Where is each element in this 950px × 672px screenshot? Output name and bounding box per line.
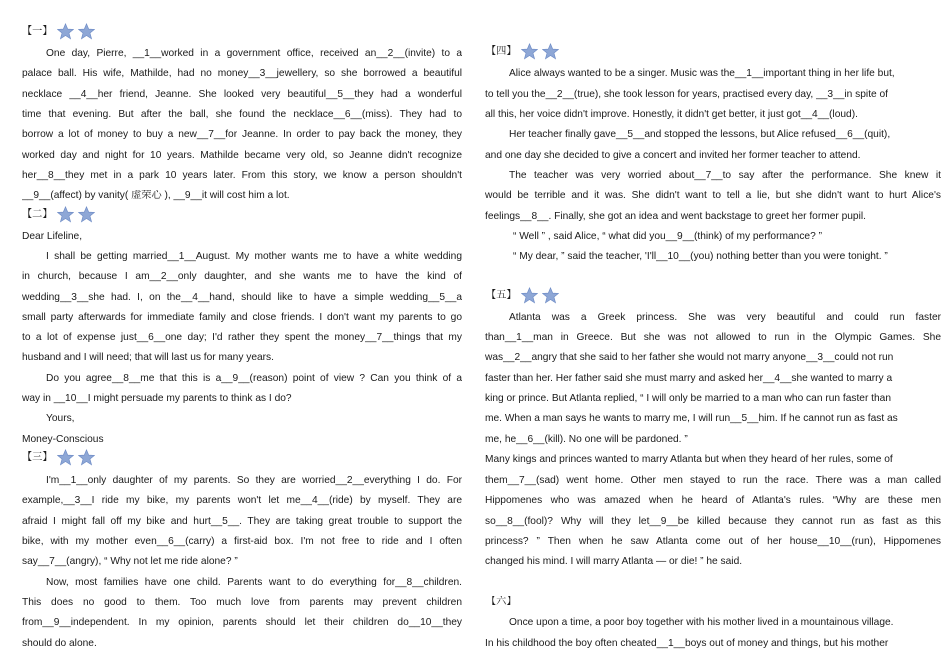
s5-line-4: faster than her. Her father said she must marry and asked her__4__she wanted to marry a bbox=[485, 373, 893, 384]
s1-line-3: necklace __4__her friend, Jeanne. She looked very beautiful__5__they had a wonderful bbox=[22, 89, 462, 100]
s2-line-1: I shall be getting married__1__August. My mother wants me to have a white wedding bbox=[46, 251, 462, 262]
star-icon bbox=[521, 43, 538, 60]
s4-line-7: would be terrible and it was. She didn't want to tell a lie, but she didn't want to hurt Alice's bbox=[485, 190, 941, 201]
s2-line-2: in church, because I am__2__only daughter, and she wants me to have the kind of bbox=[22, 271, 462, 282]
star-icon bbox=[78, 23, 95, 40]
s3-line-3: afraid I might fall off my bike and hurt__5__. They are taking great trouble to support the bbox=[22, 516, 462, 527]
s6-line-1: Once upon a time, a poor boy together with his mother lived in a mountainous village. bbox=[509, 617, 894, 628]
s4-line-3: all this, her voice didn't improve. Honestly, it didn't get better, it just got__4__(loud). bbox=[485, 109, 858, 120]
s4-line-6: The teacher was very worried about__7__to say after the performance. She knew it bbox=[509, 170, 941, 181]
section-3-heading bbox=[22, 449, 95, 466]
section-2-heading bbox=[22, 206, 95, 223]
s5-line-5: king or prince. But Atlanta replied, “ I will only be married to a man who can run faster than bbox=[485, 393, 892, 404]
s5-line-10: Hippomenes who was amazed when he heard of Atlanta's rules. “Why are these men bbox=[485, 495, 941, 506]
s4-line-4: Her teacher finally gave__5__and stopped the lessons, but Alice refused__6__(quit), bbox=[509, 129, 891, 140]
section-1-title: 【一】 bbox=[22, 25, 53, 37]
s4-line-10: “ My dear, ” said the teacher, 'I'll__10__(you) nothing better than you were tonight. ” bbox=[513, 251, 888, 262]
s1-line-1: One day, Pierre, __1__worked in a government office, received an__2__(invite) to a bbox=[46, 48, 462, 59]
s2-line-5: to a lot of expense just__6__one day; I'd rather they spent the money__7__things that my bbox=[22, 332, 462, 343]
s3-line-9: should do alone. bbox=[22, 638, 97, 649]
s4-line-9: “ Well ” , said Alice, “ what did you__9__(think) of my performance? ” bbox=[513, 231, 822, 242]
star-icon bbox=[521, 287, 538, 304]
s5-line-2: than__1__man in Greece. But she was not allowed to run in the Olympic Games. She bbox=[485, 332, 941, 343]
s1-line-2: palace ball. His wife, Mathilde, had no money__3__jewellery, so she borrowed a beautiful bbox=[22, 68, 462, 79]
s1-line-5: borrow a lot of money to buy a new__7__for Jeanne. In order to pay back the money, they bbox=[22, 129, 462, 140]
s5-line-12: princess? ” Then when he saw Atlanta come out of her house__10__(run), Hippomenes bbox=[485, 536, 941, 547]
s2-line-6: husband and I will need; that will last us for many years. bbox=[22, 352, 274, 363]
s1-line-8: __9__(affect) by vanity( 虚荣心 ), __9__it will cost him a lot. bbox=[22, 190, 290, 201]
s1-line-7: her__8__they met in a park 10 years later. From this story, we know a person shouldn't bbox=[22, 170, 462, 181]
section-1-heading bbox=[22, 23, 95, 40]
s3-line-2: example,__3__I ride my bike, my parents won't let me__4__(ride) by myself. They are bbox=[22, 495, 462, 506]
section-2-title: 【二】 bbox=[22, 208, 53, 220]
s2-line-8: way in __10__I might persuade my parents to think as I do? bbox=[22, 393, 292, 404]
s2-closing: Yours, bbox=[46, 413, 75, 424]
s3-line-4: bike, with my mother even__6__(carry) a first-aid box. I'm not free to ride and I often bbox=[22, 536, 462, 547]
s4-line-8: feelings__8__. Finally, she got an idea and went backstage to greet her former pupil. bbox=[485, 211, 866, 222]
star-icon bbox=[78, 449, 95, 466]
star-icon bbox=[542, 287, 559, 304]
star-icon bbox=[57, 449, 74, 466]
s5-line-9: them__7__(sad) went home. Other men stayed to run the race. There was a man called bbox=[485, 475, 941, 486]
s2-salutation: Dear Lifeline, bbox=[22, 231, 83, 242]
section-5-title: 【五】 bbox=[486, 289, 517, 301]
s5-line-3: was__2__angry that she said to her father she would not marry anyone__3__could not run bbox=[485, 352, 894, 363]
star-icon bbox=[57, 23, 74, 40]
section-6-heading bbox=[486, 596, 517, 608]
s2-line-4: small party afterwards for immediate family and close friends. I don't want my parents to go bbox=[22, 312, 462, 323]
star-icon bbox=[78, 206, 95, 223]
s5-line-13: changed his mind. I will marry Atlanta — or die! ” he said. bbox=[485, 556, 743, 567]
s2-line-3: wedding__3__she had. I, on the__4__hand, should like to have a simple wedding__5__a bbox=[22, 292, 462, 303]
section-5-heading bbox=[486, 287, 559, 304]
s1-line-6: worked day and night for 10 years. Mathilde became very old, so Jeanne didn't recognize bbox=[22, 150, 462, 161]
s3-line-6: Now, most families have one child. Parents want to do everything for__8__children. bbox=[46, 577, 462, 588]
s2-signature: Money-Conscious bbox=[22, 434, 104, 445]
star-icon bbox=[57, 206, 74, 223]
s3-line-5: say__7__(angry), “ Why not let me ride alone? ” bbox=[22, 556, 238, 567]
star-icon bbox=[542, 43, 559, 60]
section-6-title: 【六】 bbox=[486, 596, 517, 607]
s5-line-8: Many kings and princes wanted to marry Atlanta but when they heard of her rules, some of bbox=[485, 454, 893, 465]
s5-line-11: so__8__(fool)? Why will they let__9__be killed because they cannot run as fast as this bbox=[485, 516, 941, 527]
s6-line-2: In his childhood the boy often cheated__1__boys out of money and things, but his mother bbox=[485, 638, 889, 649]
s5-line-6: me. When a man says he wants to marry me, I will run__5__him. If he cannot run as fast as bbox=[485, 413, 898, 424]
s1-line-4: time that evening. But after the ball, she found the necklace__6__(miss). They had to bbox=[22, 109, 462, 120]
s4-line-1: Alice always wanted to be a singer. Music was the__1__important thing in her life but, bbox=[509, 68, 895, 79]
s5-line-7: me, he__6__(kill). No one will be pardoned. ” bbox=[485, 434, 688, 445]
s2-line-7: Do you agree__8__me that this is a__9__(reason) point of view ? Can you think of a bbox=[46, 373, 462, 384]
section-4-heading bbox=[486, 43, 559, 60]
s3-line-7: This does no good to them. Too much love from parents may prevent children bbox=[22, 597, 462, 608]
s4-line-2: to tell you the__2__(true), she took lesson for years, practised every day, __3__in spite of bbox=[485, 89, 889, 100]
section-4-title: 【四】 bbox=[486, 45, 517, 57]
s5-line-1: Atlanta was a Greek princess. She was very beautiful and could run faster bbox=[509, 312, 941, 323]
section-3-title: 【三】 bbox=[22, 451, 53, 463]
s4-line-5: and one day she decided to give a concert and invited her former teacher to attend. bbox=[485, 150, 861, 161]
s3-line-1: I'm__1__only daughter of my parents. So they are worried__2__everything I do. For bbox=[46, 475, 462, 486]
s3-line-8: from__9__independent. In my opinion, parents should let their children do__10__they bbox=[22, 617, 462, 628]
